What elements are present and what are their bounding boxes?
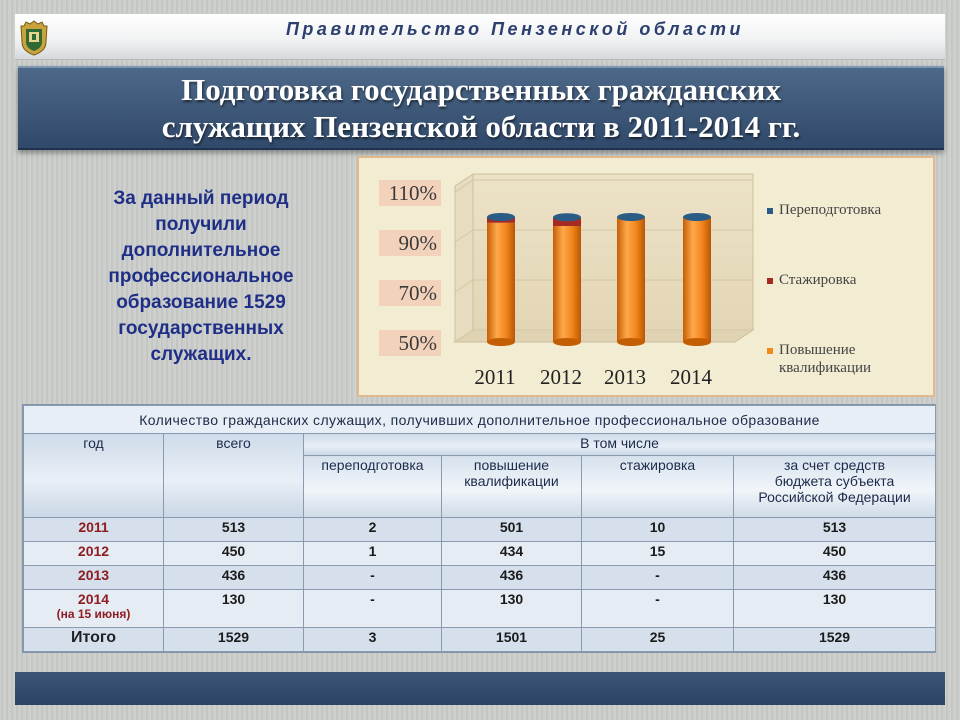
summary-text — [60, 186, 342, 368]
year-cell: 2011 — [24, 518, 164, 542]
y-tick-label: 70% — [398, 281, 437, 305]
qualification-cell: 434 — [442, 542, 582, 566]
total-cell: 436 — [164, 566, 304, 590]
qualification-cell: 436 — [442, 566, 582, 590]
chart-panel — [357, 156, 935, 397]
bar-2012-top — [553, 213, 581, 221]
bar-2011-base — [487, 338, 515, 346]
table-total-row — [24, 628, 936, 652]
table-row — [24, 566, 936, 590]
bar-2011-top — [487, 213, 515, 221]
page-title — [18, 68, 944, 148]
summary-line: дополнительное — [121, 240, 281, 261]
internship-cell: 15 — [582, 542, 734, 566]
budget-cell: 1529 — [734, 628, 936, 652]
y-tick-label: 90% — [398, 231, 437, 255]
column-header-retrain: переподготовка — [304, 456, 442, 518]
total-cell: 513 — [164, 518, 304, 542]
x-tick-label: 2012 — [540, 365, 582, 389]
summary-line: За данный период — [113, 188, 289, 209]
total-cell: 450 — [164, 542, 304, 566]
table-caption: Количество гражданских служащих, получивших дополнительное профессиональное образование — [24, 406, 936, 434]
bar-2011-segment-0 — [487, 223, 515, 342]
legend-label: Повышение — [779, 342, 856, 358]
retrain-cell: - — [304, 590, 442, 628]
budget-cell: 513 — [734, 518, 936, 542]
summary-line: получили — [155, 214, 247, 235]
column-header-budget — [734, 456, 936, 518]
column-header-qualification — [442, 456, 582, 518]
column-header-qualification-line: квалификации — [464, 473, 559, 489]
column-header-qualification-line: повышение — [473, 457, 550, 473]
internship-cell: 25 — [582, 628, 734, 652]
column-header-internship: стажировка — [582, 456, 734, 518]
table-row — [24, 518, 936, 542]
x-tick-label: 2011 — [474, 365, 516, 389]
budget-cell: 436 — [734, 566, 936, 590]
legend-label: квалификации — [779, 360, 872, 376]
column-header-budget-line: Российской Федерации — [758, 489, 911, 505]
summary-line: образование 1529 — [116, 292, 286, 313]
legend-swatch — [767, 278, 773, 284]
legend-label: Стажировка — [779, 272, 857, 288]
column-header-year: год — [24, 434, 164, 518]
budget-cell: 130 — [734, 590, 936, 628]
bar-2013-segment-0 — [617, 217, 645, 342]
bar-2012-base — [553, 338, 581, 346]
year-cell — [24, 590, 164, 628]
summary-line: профессиональное — [108, 266, 294, 287]
summary-line: государственных — [118, 318, 284, 339]
page-title-line2: служащих Пензенской области в 2011-2014 гг. — [161, 109, 801, 144]
bar-2014-segment-0 — [683, 217, 711, 342]
total-cell: 130 — [164, 590, 304, 628]
budget-cell: 450 — [734, 542, 936, 566]
footer-strip — [15, 672, 945, 705]
qualification-cell: 1501 — [442, 628, 582, 652]
government-title: Правительство Пензенской области — [285, 19, 745, 39]
table-row — [24, 590, 936, 628]
legend-label: Переподготовка — [779, 202, 882, 218]
table-row — [24, 542, 936, 566]
year-note: (на 15 июня) — [56, 607, 131, 621]
column-header-total: всего — [164, 434, 304, 518]
legend-swatch — [767, 208, 773, 214]
page-title-line1: Подготовка государственных гражданских — [181, 72, 781, 107]
data-table-container — [22, 404, 936, 653]
summary-line: служащих. — [150, 344, 252, 365]
retrain-cell: 2 — [304, 518, 442, 542]
bar-chart — [359, 158, 933, 395]
column-header-budget-line: за счет средств — [783, 457, 886, 473]
qualification-cell: 501 — [442, 518, 582, 542]
y-tick-label: 50% — [398, 331, 437, 355]
bar-2014-top — [683, 213, 711, 221]
internship-cell: - — [582, 566, 734, 590]
qualification-cell: 130 — [442, 590, 582, 628]
internship-cell: - — [582, 590, 734, 628]
bar-2012-segment-0 — [553, 226, 581, 342]
y-tick-label: 110% — [388, 181, 437, 205]
data-table — [23, 405, 936, 652]
x-tick-label: 2013 — [604, 365, 646, 389]
column-header-group: В том числе — [304, 434, 936, 456]
column-header-budget-line: бюджета субъекта — [774, 473, 895, 489]
x-tick-label: 2014 — [670, 365, 712, 389]
retrain-cell: 1 — [304, 542, 442, 566]
retrain-cell: - — [304, 566, 442, 590]
bar-2013-top — [617, 213, 645, 221]
legend-swatch — [767, 348, 773, 354]
retrain-cell: 3 — [304, 628, 442, 652]
year-cell: 2012 — [24, 542, 164, 566]
total-label-cell: Итого — [24, 628, 164, 652]
year-value: 2014 — [77, 591, 110, 607]
year-cell: 2013 — [24, 566, 164, 590]
internship-cell: 10 — [582, 518, 734, 542]
chart-side-wall — [455, 174, 473, 342]
bar-2013-base — [617, 338, 645, 346]
bar-2014-base — [683, 338, 711, 346]
total-cell: 1529 — [164, 628, 304, 652]
